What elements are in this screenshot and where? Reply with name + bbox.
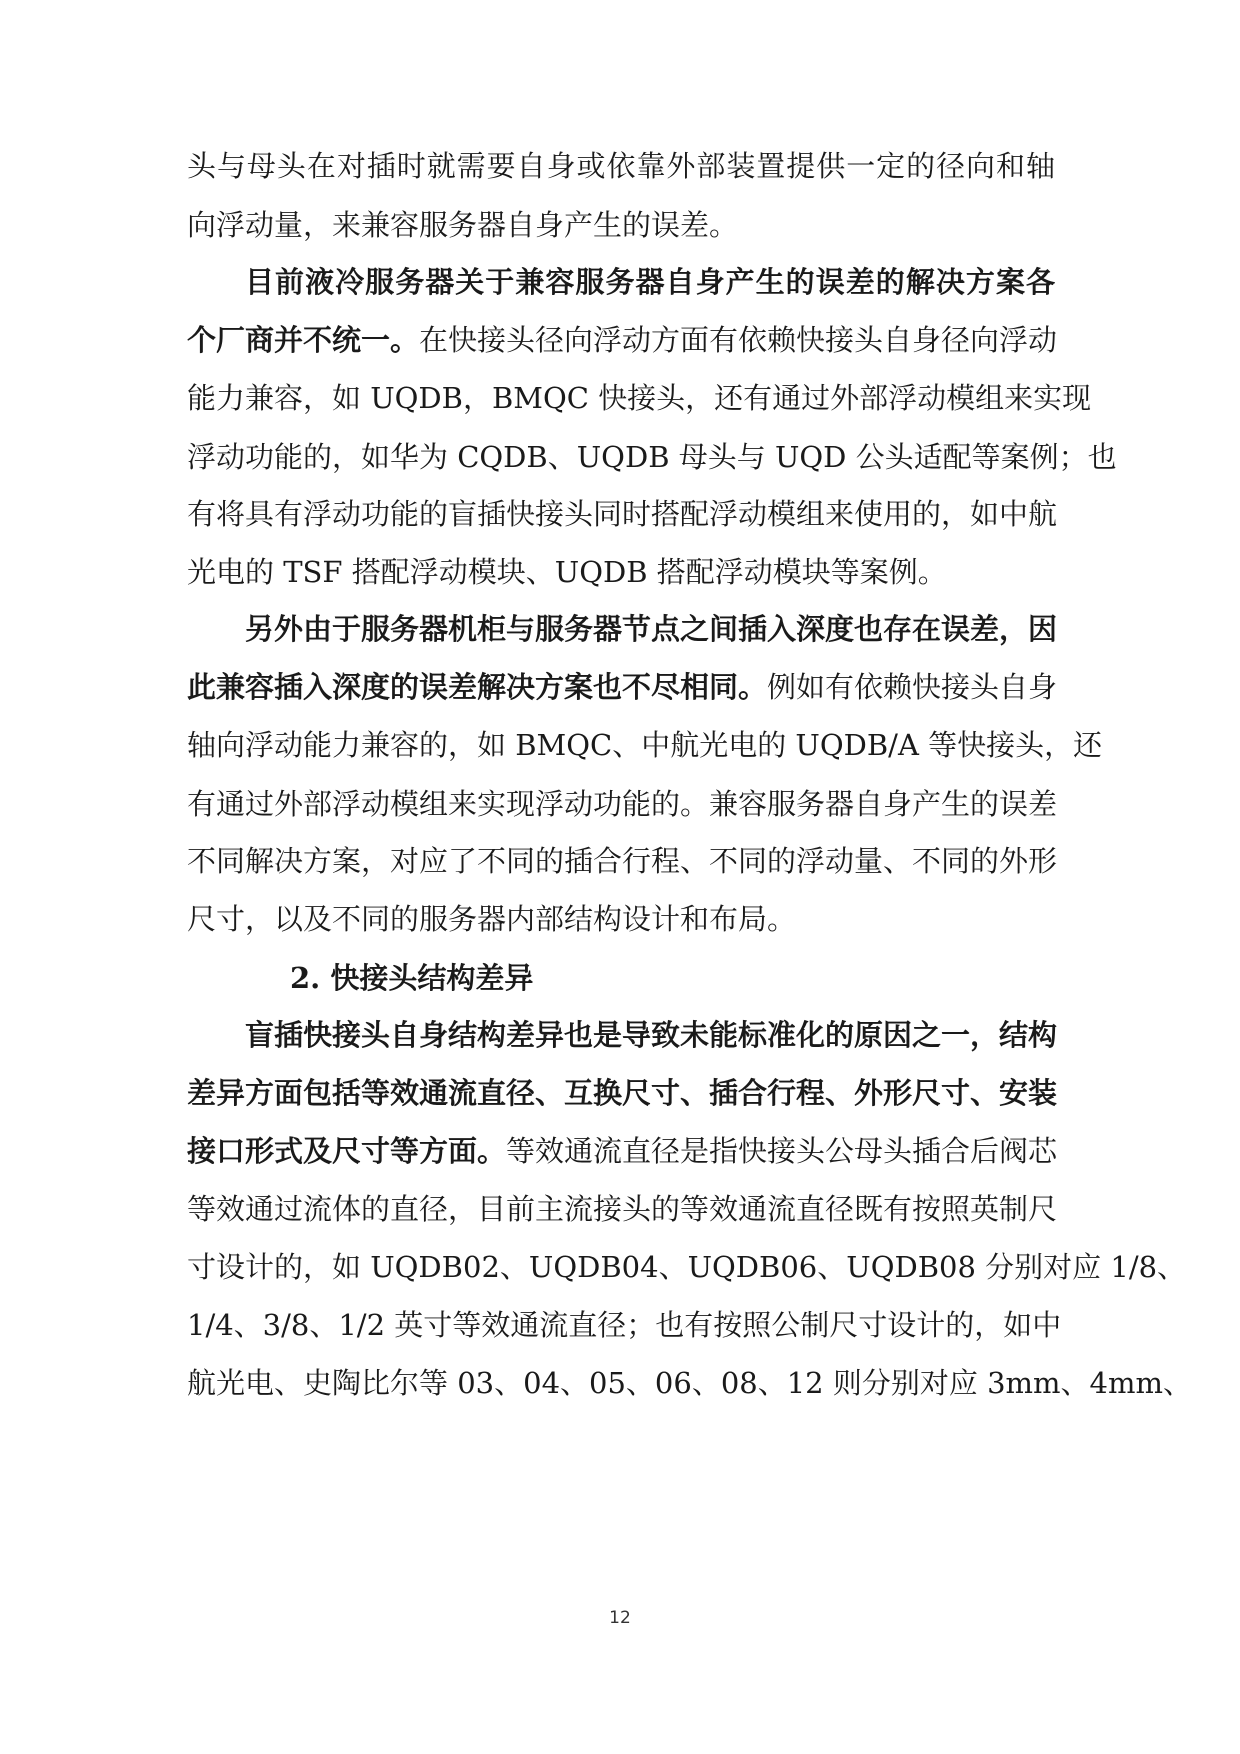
- paragraph-4-line-4: 等效通过流体的直径，目前主流接头的等效通流直径既有按照英制尺: [187, 1192, 1058, 1226]
- paragraph-4-bold-lead: 接口形式及尺寸等方面。: [187, 1134, 507, 1168]
- paragraph-2-line-1: 目前液冷服务器关于兼容服务器自身产生的误差的解决方案各: [245, 265, 1055, 299]
- paragraph-3-line-4: 有通过外部浮动模组来实现浮动功能的。兼容服务器自身产生的误差: [187, 787, 1058, 821]
- paragraph-3-line-3: 轴向浮动能力兼容的，如 BMQC、中航光电的 UQDB/A 等快接头，还: [187, 728, 1103, 762]
- paragraph-3-line-6: 尺寸，以及不同的服务器内部结构设计和布局。: [187, 902, 797, 936]
- paragraph-1-line-2: 向浮动量，来兼容服务器自身产生的误差。: [187, 208, 739, 242]
- paragraph-3-line-5: 不同解决方案，对应了不同的插合行程、不同的浮动量、不同的外形: [187, 844, 1058, 878]
- paragraph-1-line-1: 头与母头在对插时就需要自身或依靠外部装置提供一定的径向和轴: [187, 149, 1055, 183]
- paragraph-2-line-2: [187, 320, 1058, 360]
- page-number: 12: [609, 1608, 631, 1628]
- paragraph-4-line-5: 寸设计的，如 UQDB02、UQDB04、UQDB06、UQDB08 分别对应 1/8、: [187, 1250, 1187, 1284]
- paragraph-2-bold-lead: 个厂商并不统一。: [187, 323, 420, 357]
- paragraph-4-line-3-text: 等效通流直径是指快接头公母头插合后阀芯: [506, 1134, 1058, 1168]
- paragraph-4-line-1: 盲插快接头自身结构差异也是导致未能标准化的原因之一，结构: [245, 1018, 1058, 1052]
- paragraph-3-line-2-text: 例如有依赖快接头自身: [767, 670, 1058, 704]
- paragraph-3-line-1: 另外由于服务器机柜与服务器节点之间插入深度也存在误差，因: [245, 612, 1058, 646]
- paragraph-3-bold-lead: 此兼容插入深度的误差解决方案也不尽相同。: [187, 670, 768, 704]
- paragraph-2-line-4: 浮动功能的，如华为 CQDB、UQDB 母头与 UQD 公头适配等案例；也: [187, 440, 1117, 474]
- paragraph-4-line-7: 航光电、史陶比尔等 03、04、05、06、08、12 则分别对应 3mm、4mm、: [187, 1366, 1192, 1400]
- paragraph-2-line-2-text: 在快接头径向浮动方面有依赖快接头自身径向浮动: [419, 323, 1058, 357]
- paragraph-2-line-5: 有将具有浮动功能的盲插快接头同时搭配浮动模组来使用的，如中航: [187, 497, 1058, 531]
- paragraph-2-line-3: 能力兼容，如 UQDB，BMQC 快接头，还有通过外部浮动模组来实现: [187, 381, 1092, 415]
- paragraph-2-line-6: 光电的 TSF 搭配浮动模块、UQDB 搭配浮动模块等案例。: [187, 555, 947, 589]
- paragraph-4-line-2: 差异方面包括等效通流直径、互换尺寸、插合行程、外形尺寸、安装: [187, 1076, 1058, 1110]
- paragraph-3-line-2: [187, 667, 1058, 707]
- paragraph-4-line-3: [187, 1131, 1058, 1171]
- section-heading: 2. 快接头结构差异: [290, 961, 534, 995]
- paragraph-4-line-6: 1/4、3/8、1/2 英寸等效通流直径；也有按照公制尺寸设计的，如中: [187, 1308, 1062, 1342]
